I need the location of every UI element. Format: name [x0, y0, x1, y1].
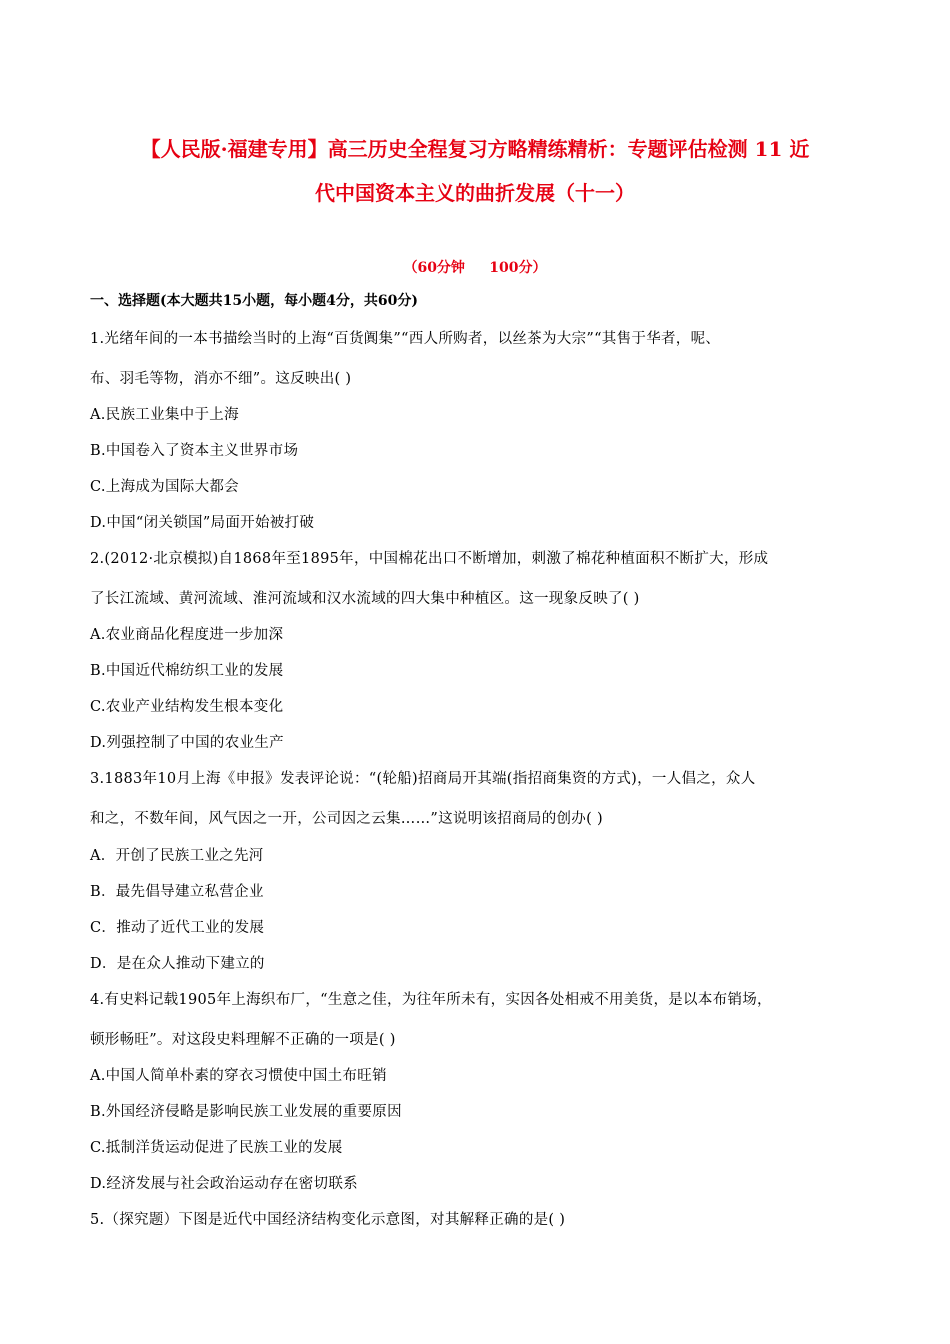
question-5-stem-line-1: 5.（探究题）下图是近代中国经济结构变化示意图，对其解释正确的是( )	[90, 1212, 566, 1228]
question-2-stem-line-1: 2.(2012·北京模拟)自1868年至1895年，中国棉花出口不断增加，刺激了棉花种植面积不断扩大，形成	[90, 551, 769, 567]
question-3-stem-line-1: 3.1883年10月上海《申报》发表评论说：“(轮船)招商局开其端(指招商集资的方式)，一人倡之，众人	[90, 771, 756, 787]
question-4-option-b: B.外国经济侵略是影响民族工业发展的重要原因	[90, 1104, 402, 1120]
question-4-stem-line-1: 4.有史料记载1905年上海织布厂，“生意之佳，为往年所未有，实因各处相戒不用美货，是以本布销场，	[90, 992, 772, 1008]
question-2-option-a: A.农业商品化程度进一步加深	[90, 627, 284, 643]
question-1-option-d: D.中国“闭关锁国”局面开始被打破	[90, 515, 315, 531]
question-3-stem-line-2: 和之，不数年间，风气因之一开，公司因之云集……”这说明该招商局的创办( )	[90, 811, 603, 827]
question-2-stem-line-2: 了长江流域、黄河流域、淮河流域和汉水流域的四大集中种植区。这一现象反映了( )	[90, 591, 640, 607]
question-2-option-d: D.列强控制了中国的农业生产	[90, 735, 284, 751]
section-heading: 一、选择题(本大题共15小题，每小题4分，共60分)	[90, 293, 418, 309]
question-4-stem-line-2: 顿形畅旺”。对这段史料理解不正确的一项是( )	[90, 1032, 396, 1048]
question-1-stem-line-1: 1.光绪年间的一本书描绘当时的上海“百货阗集”“西人所购者，以丝茶为大宗”“其售于华者，呢、	[90, 331, 721, 347]
question-1-option-a: A.民族工业集中于上海	[90, 407, 239, 423]
question-4-option-c: C.抵制洋货运动促进了民族工业的发展	[90, 1140, 343, 1156]
question-4-option-a: A.中国人简单朴素的穿衣习惯使中国土布旺销	[90, 1068, 387, 1084]
question-1-stem-line-2: 布、羽毛等物，消亦不细”。这反映出( )	[90, 371, 352, 387]
question-4-option-d: D.经济发展与社会政治运动存在密切联系	[90, 1176, 358, 1192]
title-line-1: 【人民版·福建专用】高三历史全程复习方略精练精析：专题评估检测 11 近	[140, 137, 810, 161]
question-3-option-c: C．推动了近代工业的发展	[90, 920, 265, 936]
question-2-option-c: C.农业产业结构发生根本变化	[90, 699, 284, 715]
question-2-option-b: B.中国近代棉纺织工业的发展	[90, 663, 284, 679]
question-3-option-a: A．开创了民族工业之先河	[90, 848, 264, 864]
question-1-option-c: C.上海成为国际大都会	[90, 479, 239, 495]
question-1-option-b: B.中国卷入了资本主义世界市场	[90, 443, 299, 459]
title-line-2: 代中国资本主义的曲折发展（十一）	[315, 181, 635, 205]
question-3-option-b: B．最先倡导建立私营企业	[90, 884, 264, 900]
time-score: （60分钟 100分）	[403, 260, 547, 276]
question-3-option-d: D．是在众人推动下建立的	[90, 956, 265, 972]
